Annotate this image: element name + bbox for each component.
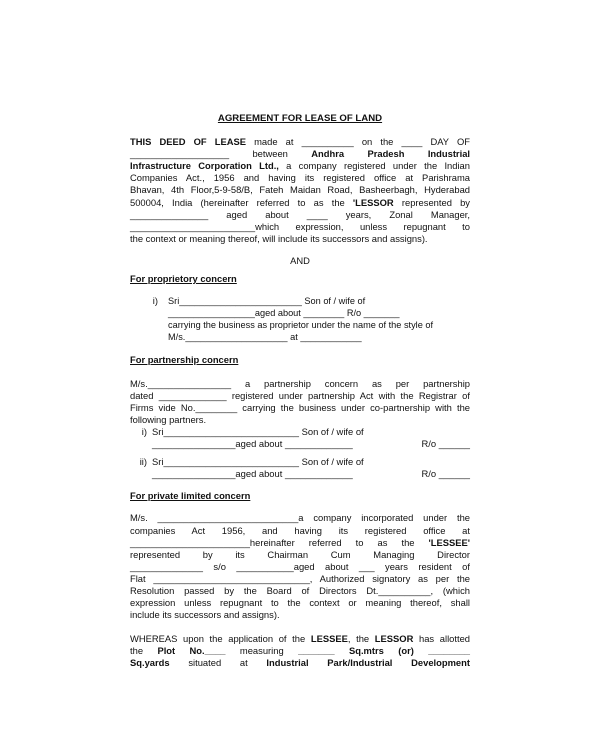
partner-item-1: i) Sri__________________________ Son of / wife of ________________aged about _____________ R/o ______ bbox=[141, 425, 470, 450]
partner-item-2: ii) Sri__________________________ Son of / wife of ________________aged about _____________ R/o ______ bbox=[139, 456, 470, 480]
proprietary-heading: For proprietory concern bbox=[130, 273, 237, 285]
document-title: AGREEMENT FOR LEASE OF LAND bbox=[217, 113, 383, 124]
document-body: AGREEMENT FOR LEASE OF LAND THIS DEED OF LEASE made at __________ on the ____ DAY OF ___________________ between Andhra Pradesh Industrial Infrastructure Corporation Ltd., a company registered under the Indian Companies Act., 1956 and having its registered office at Parishrama Bhavan, 4th Floor,5-9-58/B, Fateh Maidan Road, Basheerbagh, Hyderabad 500004, India (hereinafter referred to as the 'LESSOR represented by _______________ aged about ____ years, Zonal Manager, ________________________which expression, unless repugnant to the context or meaning thereof, will include its successors and assigns). AND For proprietory concern i) Sri________________________ Son of / wife of _________________aged about ________ R/o _______ carrying the business as proprietor under the name of the style of M/s.____________________ at ____________ For partnership concern M/s.________________ a partnership concern as per partnership dated _____________ registered under partnership Act with the Registrar of Firms vide No.________ carrying the business under co-partnership with the following partners. i) Sri__________________________ Son of / wife of ________________aged about _____________ R/o ______ ii) Sri__________________________ Son of / wife of ________________aged about _____________ R/o ______ For private limited concern M/s. ___________________________a company incorporated under the companies Act 1956, and having its registered office at _______________________hereinafter referred to as the 'LESSEE' represented by its Chairman Cum Managing Director ______________ s/o ___________aged about ___ years resident of Flat ______________________________, Authorized signatory as per the Resolution passed by the Board of Directors Dt.__________, (which expression unless repugnant to the context or meaning thereof, shall include its successors and assigns). WHEREAS upon the application of the LESSEE, the LESSOR has allotted the Plot No.____ measuring _______ Sq.mtrs (or) ________ Sq.yards situated at Industrial Park/Industrial Development bbox=[130, 113, 471, 669]
proprietary-item: i) Sri________________________ Son of / wife of _________________aged about ________ R/o _______ carrying the business as proprietor under the name of the style of M/s.____________________ at ____________ bbox=[152, 295, 434, 343]
intro-paragraph: THIS DEED OF LEASE made at __________ on the ____ DAY OF ___________________ between Andhra Pradesh Industrial Infrastructure Corporation Ltd., a company registered under the Indian Companies Act., 1956 and having its registered office at Parishrama Bhavan, 4th Floor,5-9-58/B, Fateh Maidan Road, Basheerbagh, Hyderabad 500004, India (hereinafter referred to as the 'LESSOR represented by _______________ aged about ____ years, Zonal Manager, ________________________which expression, unless repugnant to the context or meaning thereof, will include its successors and assigns). bbox=[130, 136, 471, 244]
whereas-paragraph: WHEREAS upon the application of the LESSEE, the LESSOR has allotted the Plot No.____ measuring _______ Sq.mtrs (or) ________ Sq.yards situated at Industrial Park/Industrial Development bbox=[130, 633, 471, 669]
deed-label: THIS DEED OF LEASE bbox=[130, 136, 246, 148]
private-limited-heading: For private limited concern bbox=[130, 490, 251, 502]
partnership-heading: For partnership concern bbox=[130, 353, 239, 365]
and-separator: AND bbox=[290, 254, 310, 266]
